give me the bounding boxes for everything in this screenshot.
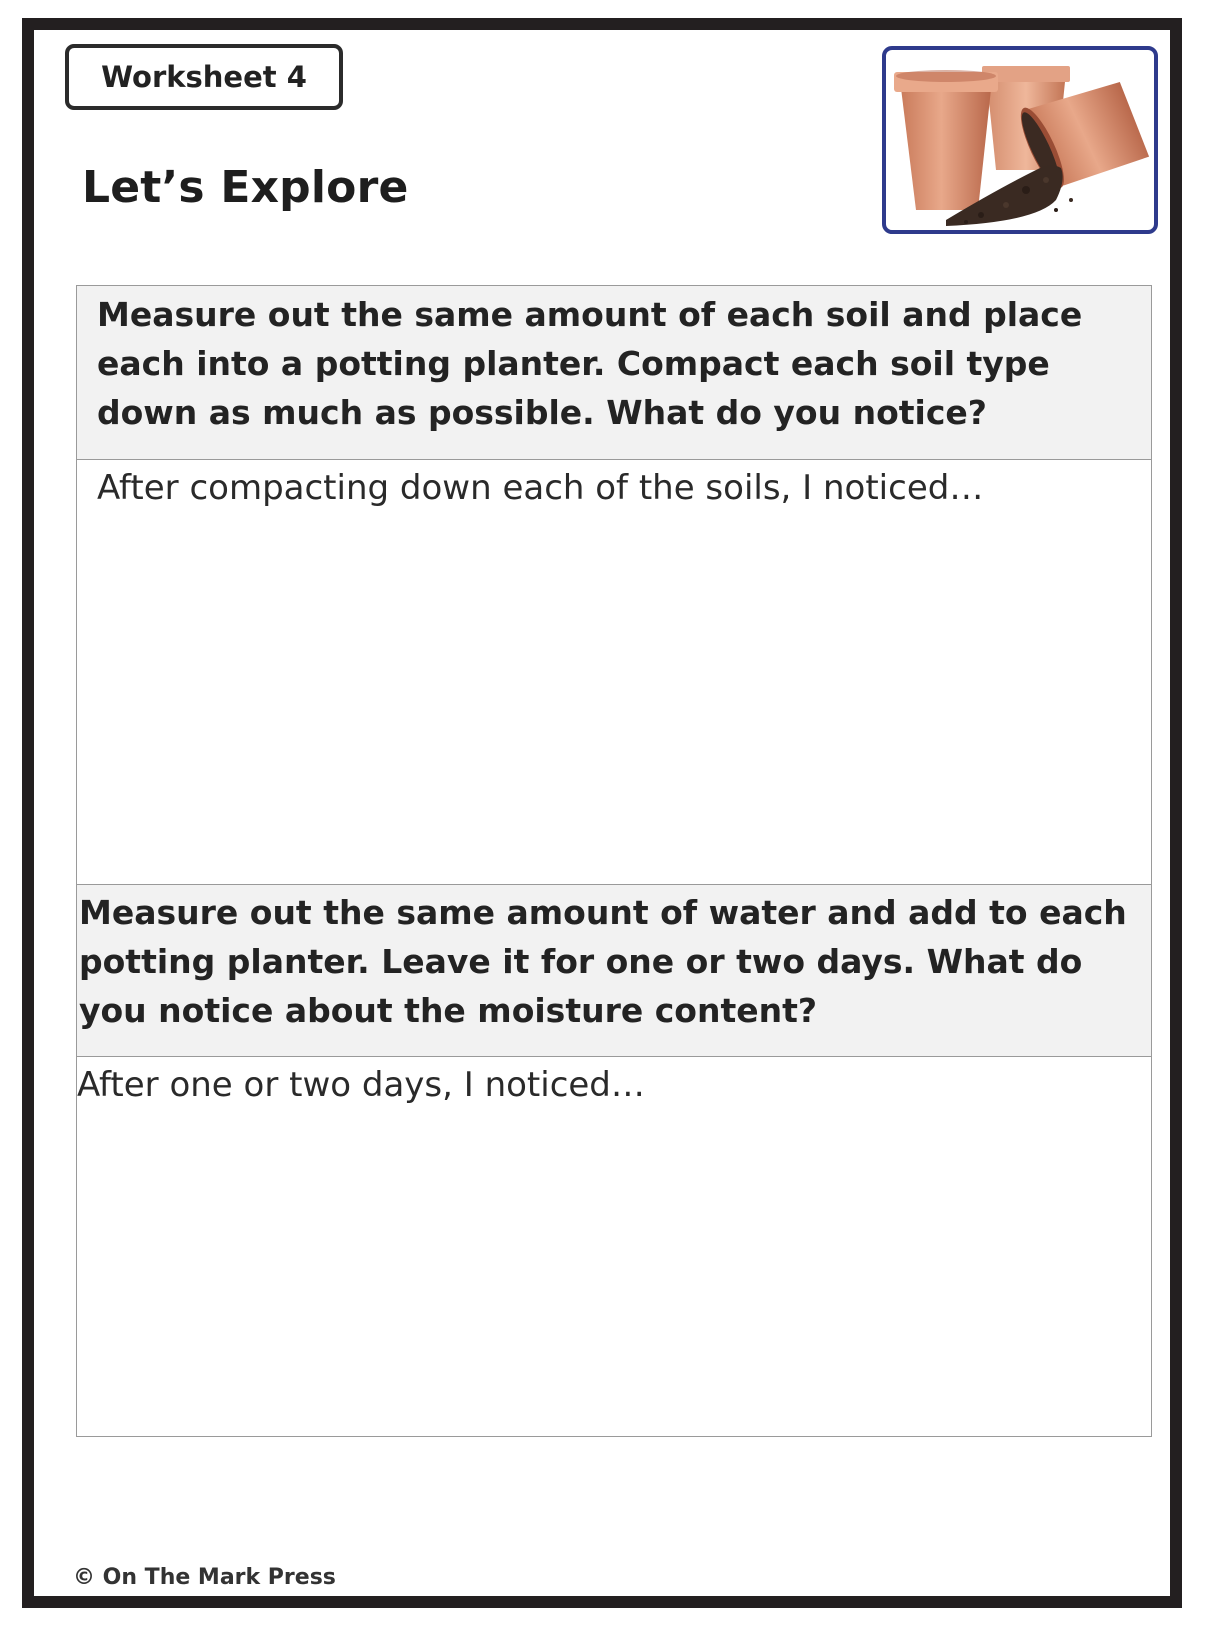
table-row [77,286,1152,460]
answer-1-box[interactable] [77,460,1152,885]
answer-1-prompt: After compacting down each of the soils, I noticed… [97,468,984,508]
table-row [77,1057,1152,1437]
clay-pots-photo [882,46,1158,234]
question-1: Measure out the same amount of each soil and place each into a potting planter. Compact each soil type down as much as possible. What do you notice? [77,286,1152,460]
copyright-footer: © On The Mark Press [73,1565,336,1590]
answer-2-box[interactable] [77,1057,1152,1437]
worksheet-badge: Worksheet 4 [65,44,343,110]
table-row [77,885,1152,1057]
worksheet-table [76,285,1152,1437]
table-row [77,460,1152,885]
question-2: Measure out the same amount of water and add to each potting planter. Leave it for one or two days. What do you notice about the moisture content? [77,885,1152,1057]
clay-pots-icon [886,50,1154,230]
page-title: Let’s Explore [82,162,409,213]
answer-2-prompt: After one or two days, I noticed… [77,1065,645,1105]
